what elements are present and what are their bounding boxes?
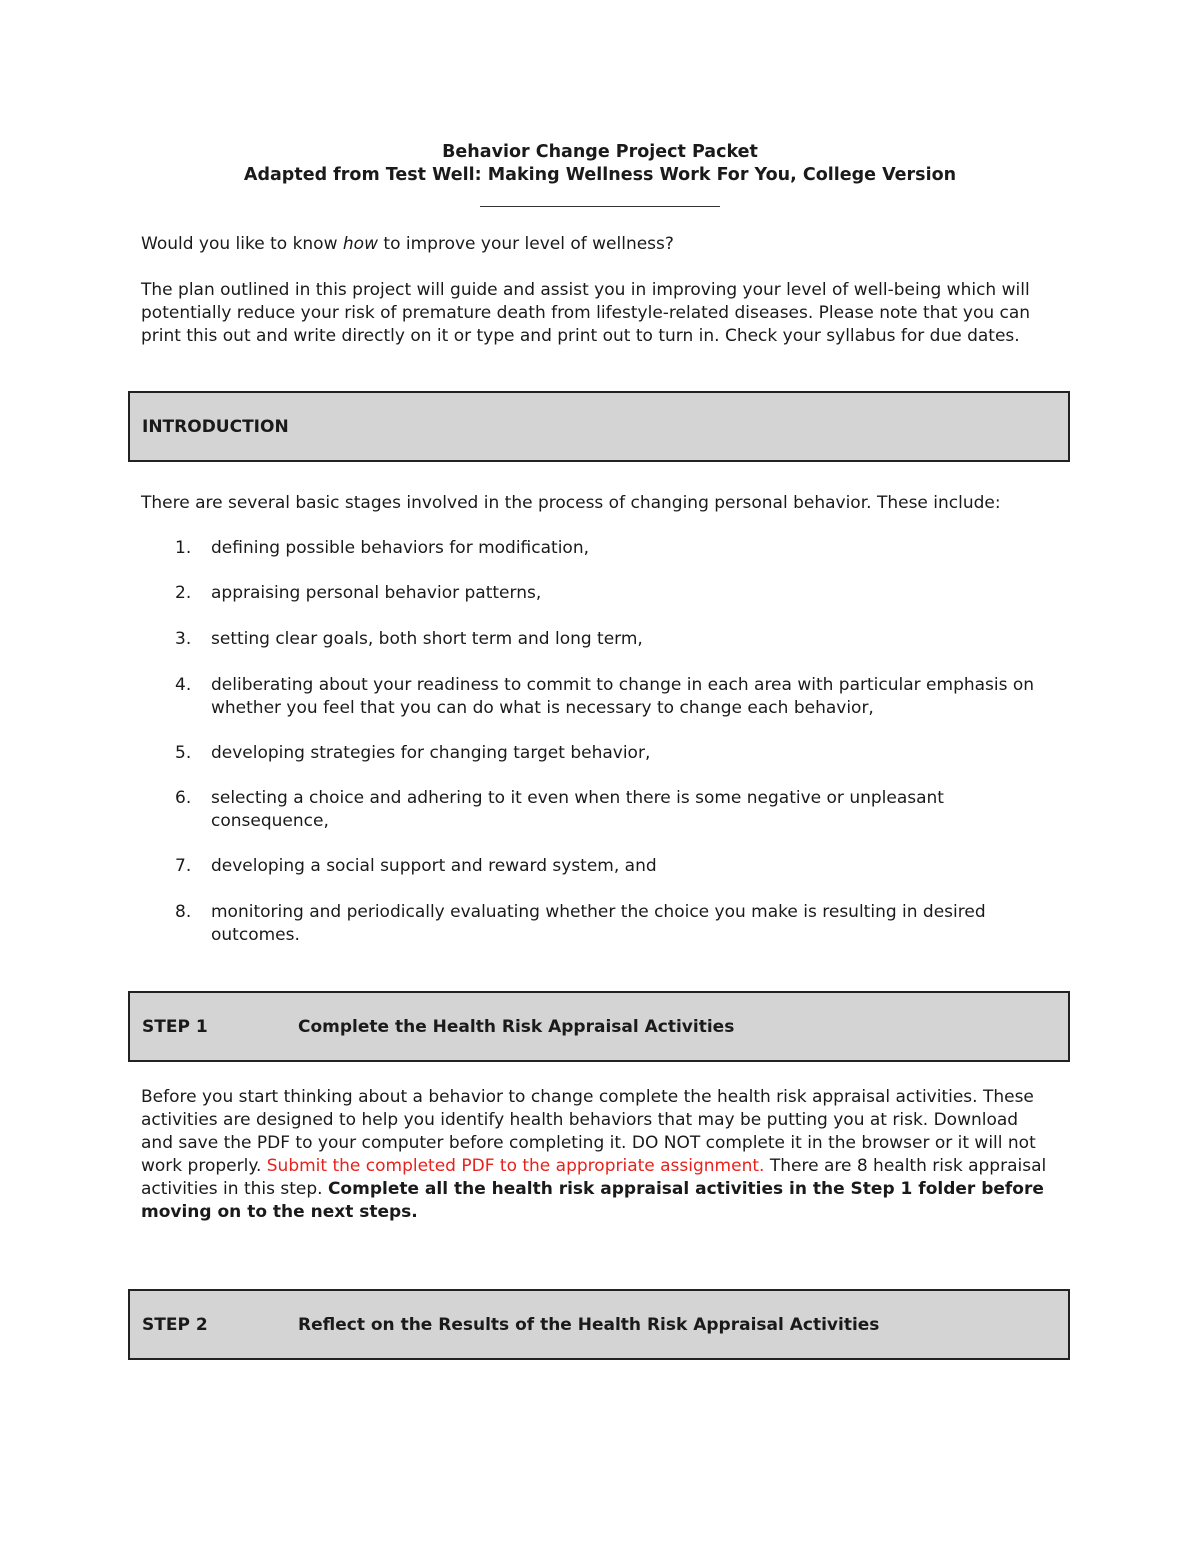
- list-item-text: developing a social support and reward system, and: [211, 856, 657, 876]
- list-item-text: selecting a choice and adhering to it even when there is some negative or unpleasant consequence,: [211, 788, 944, 831]
- list-item-text: defining possible behaviors for modification,: [211, 538, 590, 558]
- list-item-number: 7.: [175, 856, 192, 876]
- step1-label: STEP 1: [142, 1017, 208, 1037]
- step1-submit-note: Submit the completed PDF to the appropriate assignment.: [266, 1156, 765, 1176]
- step2-header-box: [128, 1289, 1070, 1360]
- step1-header-box: [128, 991, 1070, 1062]
- subtitle-prefix: Adapted from Test Well: Making Wellness Work For You: [243, 165, 791, 185]
- step2-label: STEP 2: [142, 1315, 208, 1335]
- subtitle-suffix: , College Version: [790, 165, 957, 185]
- step1-text-after: There are 8 health risk appraisal activities in this step.: [141, 1156, 1047, 1199]
- list-item-text: appraising personal behavior patterns,: [211, 583, 542, 603]
- list-item-text: setting clear goals, both short term and long term,: [211, 629, 643, 649]
- stages-lead: There are several basic stages involved in the process of changing personal behavior. These include:: [141, 493, 1001, 513]
- list-item-number: 2.: [175, 583, 192, 603]
- introduction-label: INTRODUCTION: [142, 417, 289, 437]
- list-item-number: 5.: [175, 743, 192, 763]
- introduction-header-box: [128, 391, 1070, 462]
- step1-text: Before you start thinking about a behavior to change complete the health risk appraisal activities. These activities are designed to help you identify health behaviors that may be putting you at risk. Download and save the PDF to your computer before completing it. DO NOT complete it in the browser or it will not work properly.: [141, 1087, 1036, 1176]
- list-item-text: developing strategies for changing target behavior,: [211, 743, 651, 763]
- step1-paragraph: [141, 1086, 1051, 1224]
- intro-question: [141, 233, 1051, 256]
- step1-title: Complete the Health Risk Appraisal Activities: [298, 1017, 735, 1037]
- list-item-text: monitoring and periodically evaluating whether the choice you make is resulting in desired outcomes.: [211, 902, 986, 945]
- list-item-number: 8.: [175, 902, 192, 922]
- list-item-text: deliberating about your readiness to commit to change in each area with particular emphasis on whether you feel that you can do what is necessary to change each behavior,: [211, 675, 1035, 718]
- list-item-number: 4.: [175, 675, 192, 695]
- document-subtitle: [0, 165, 1200, 185]
- list-item-number: 6.: [175, 788, 192, 808]
- step2-title: Reflect on the Results of the Health Risk Appraisal Activities: [298, 1315, 880, 1335]
- list-item-number: 3.: [175, 629, 192, 649]
- title-divider: [480, 206, 720, 207]
- intro-question-before: Would you like to know: [141, 234, 343, 254]
- step1-emphasis: Complete all the health risk appraisal activities in the Step 1 folder before moving on to the next steps.: [141, 1179, 1044, 1222]
- intro-question-after: to improve your level of wellness?: [378, 234, 674, 254]
- intro-question-emphasis: how: [342, 234, 378, 254]
- document-title: Behavior Change Project Packet: [442, 142, 758, 162]
- list-item-number: 1.: [175, 538, 192, 558]
- intro-paragraph: The plan outlined in this project will guide and assist you in improving your level of well-being which will potentially reduce your risk of premature death from lifestyle-related diseases. Please note that you can print this out and write directly on it or type and print out to turn in. Check your syllabus for due dates.: [141, 280, 1031, 346]
